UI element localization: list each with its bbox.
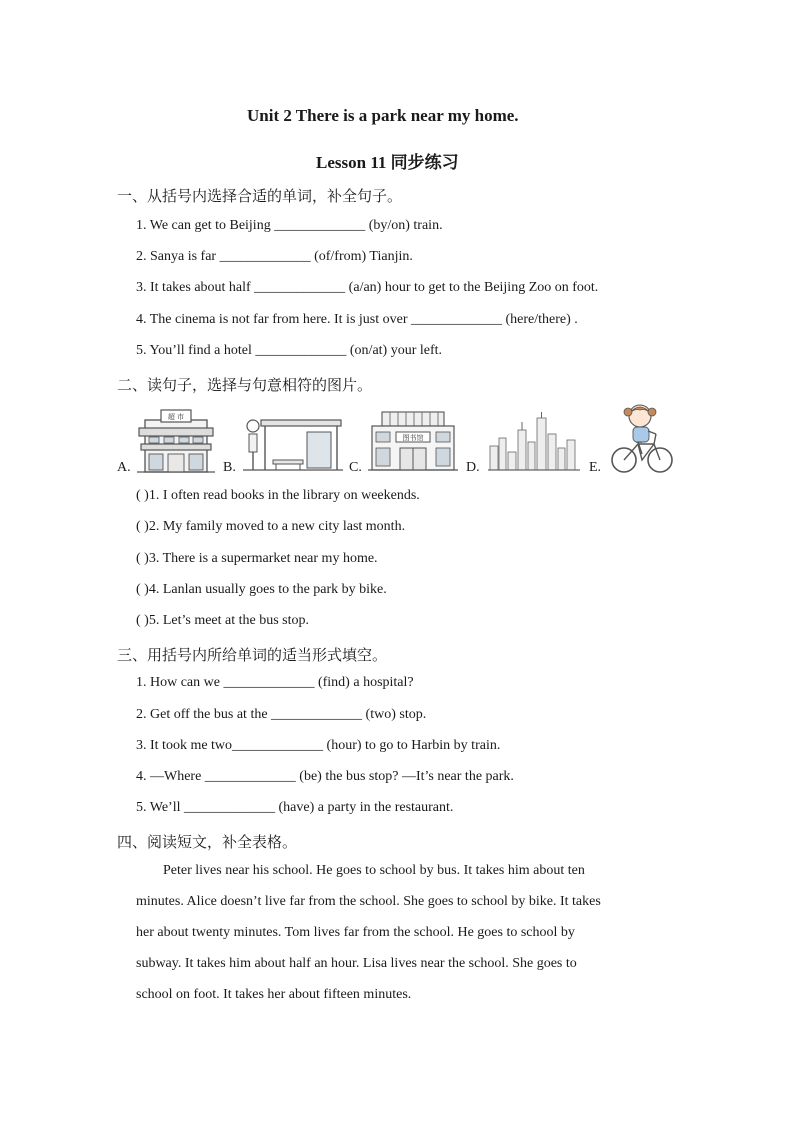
lesson-subtitle: Lesson 11 同步练习 (316, 153, 459, 172)
girl-riding-bike-icon (610, 402, 676, 476)
section-4-heading: 四、阅读短文，补全表格。 (117, 833, 298, 851)
picture-d-label: D. (466, 460, 480, 475)
section-1-heading: 一、从括号内选择合适的单词，补全句子。 (117, 187, 403, 205)
s1-item-5: 5. You’ll find a hotel _____________ (on/at) your left. (136, 343, 443, 358)
section-2-heading: 二、读句子，选择与句意相符的图片。 (117, 376, 373, 394)
picture-c-label: C. (349, 460, 362, 475)
section-3-heading: 三、用括号内所给单词的适当形式填空。 (117, 646, 388, 664)
s2-item-5: ( )5. Let’s meet at the bus stop. (136, 613, 310, 628)
passage-line-1: Peter lives near his school. He goes to school by bus. It takes him about ten (163, 863, 585, 878)
picture-a-label: A. (117, 460, 131, 475)
s2-item-1: ( )1. I often read books in the library on weekends. (136, 488, 420, 503)
s1-item-2: 2. Sanya is far _____________ (of/from) Tianjin. (136, 249, 413, 264)
s3-item-3: 3. It took me two_____________ (hour) to go to Harbin by train. (136, 738, 501, 753)
passage-line-2: minutes. Alice doesn’t live far from the school. She goes to school by bike. It takes (136, 894, 601, 909)
library-sign: 图书馆 (402, 434, 424, 442)
city-skyline-icon (488, 412, 580, 472)
s3-item-5: 5. We’ll _____________ (have) a party in the restaurant. (136, 800, 454, 815)
s2-item-4: ( )4. Lanlan usually goes to the park by bike. (136, 582, 387, 597)
passage-line-4: subway. It takes him about half an hour. Lisa lives near the school. She goes to (136, 956, 577, 971)
passage-line-5: school on foot. It takes her about fifteen minutes. (136, 987, 412, 1002)
worksheet-title: Unit 2 There is a park near my home. (247, 106, 519, 125)
s1-item-1: 1. We can get to Beijing _____________ (by/on) train. (136, 218, 443, 233)
s2-item-2: ( )2. My family moved to a new city last month. (136, 519, 406, 534)
supermarket-icon (137, 406, 215, 474)
passage-line-3: her about twenty minutes. Tom lives far from the school. He goes to school by (136, 925, 575, 940)
s3-item-2: 2. Get off the bus at the _____________ (two) stop. (136, 707, 427, 722)
s1-item-3: 3. It takes about half _____________ (a/an) hour to get to the Beijing Zoo on foot. (136, 280, 599, 295)
supermarket-sign: 超 市 (167, 413, 185, 421)
s1-item-4: 4. The cinema is not far from here. It is just over _____________ (here/there) . (136, 312, 578, 327)
s3-item-4: 4. —Where _____________ (be) the bus stop? —It’s near the park. (136, 769, 514, 784)
picture-b-label: B. (223, 460, 236, 475)
library-icon (368, 410, 458, 472)
s2-item-3: ( )3. There is a supermarket near my home. (136, 551, 378, 566)
picture-e-label: E. (589, 460, 602, 475)
s3-item-1: 1. How can we _____________ (find) a hospital? (136, 675, 414, 690)
bus-stop-icon (243, 418, 343, 472)
